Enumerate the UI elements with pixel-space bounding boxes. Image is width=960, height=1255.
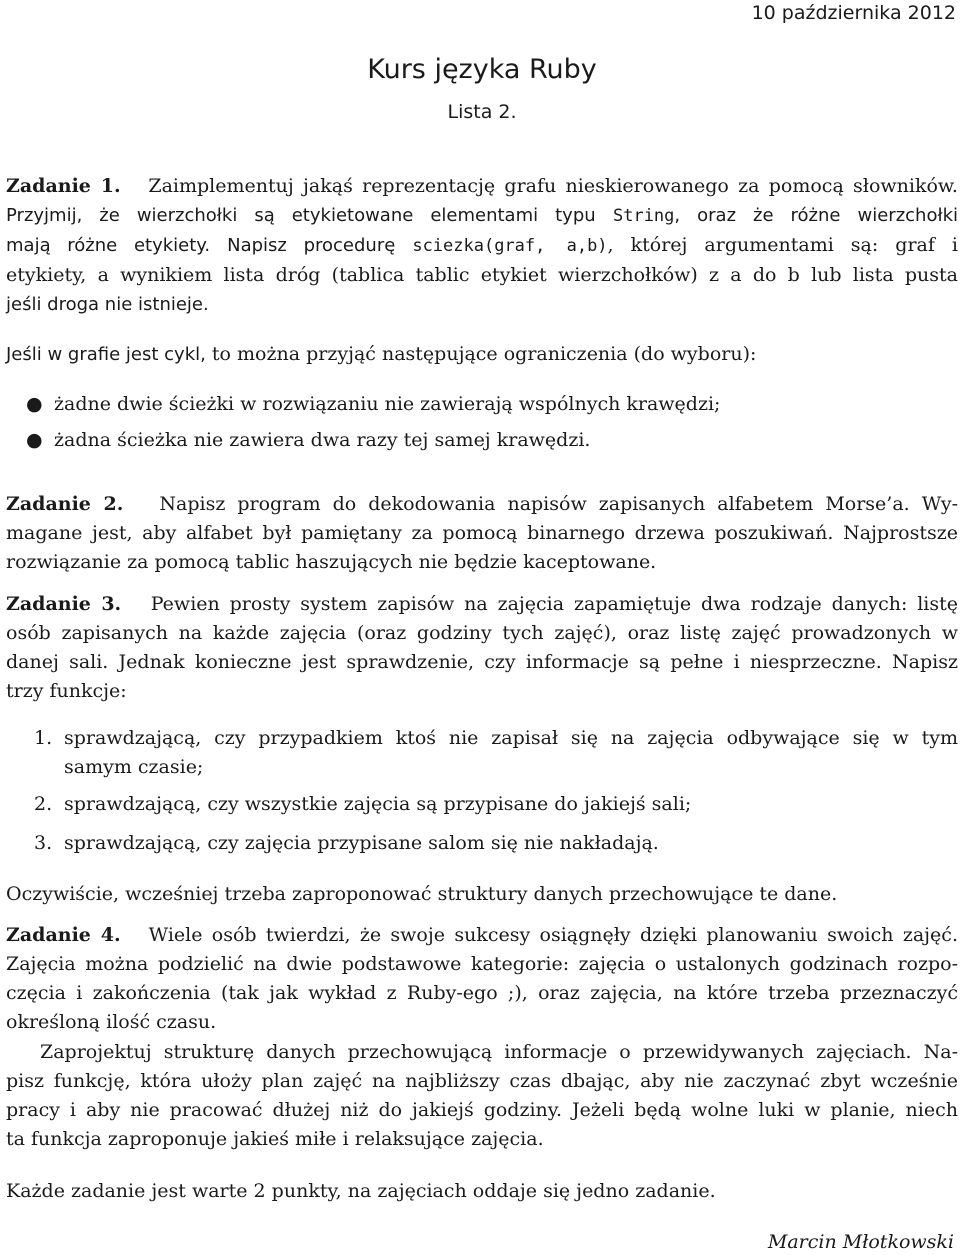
document-title: Kurs języka Ruby (367, 54, 597, 85)
task-3: Zadanie 3. Pewien prosty system zapisów na zajęcia zapamiętuje dwa rodzaje danych: listę osób zapisanych na każde zajęcia (oraz godziny tych zajęć), oraz listę zajęć prowadzonych w danej sali. Jednak konieczne jest sprawdzenie, czy informacje są pełne i niesprzeczne. Napisz trzy funkcje: (6, 593, 958, 702)
bullet-icon: ● (26, 429, 43, 451)
task-4: Zadanie 4. Wiele osób twierdzi, że swoje sukcesy osiągnęły dzięki planowaniu swoich zajęć. Zajęcia można podzielić na dwie podstawowe kategorie: zajęcia o ustalonych godzinach rozpo- częcia i zakończenia (tak jak wykład z Ruby-ego ;), oraz zajęcia, na które trzeba przeznaczyć określoną ilość czasu. (6, 924, 958, 1033)
document-subtitle: Lista 2. (447, 101, 517, 123)
task-1: Zadanie 1. Zaimplementuj jakąś reprezentację grafu nieskierowanego za pomocą słowników. Przyjmij, że wierzchołki są etykietowane elementami typu String, oraz że różne wierzchołki mają różne etykiety. Napisz procedurę sciezka(graf, a,b), której argumentami są: graf i etykiety, a wynikiem lista dróg (tablica tablic etykiet wierzchołków) z a do b lub lista pusta jeśli droga nie istnieje. (6, 175, 959, 315)
bullet-icon: ● (26, 393, 43, 415)
task-2: Zadanie 2. Napisz program do dekodowania napisów zapisanych alfabetem Morse’a. Wy- magane jest, aby alfabet był pamiętany za pomocą binarnego drzewa poszukiwań. Najprostsze rozwiązanie za pomocą tablic haszujących nie będzie kaceptowane. (6, 493, 958, 573)
task-4-label: Zadanie 4. (6, 924, 121, 946)
code-string: String (612, 206, 675, 226)
task-4-paragraph-2: Zaprojektuj strukturę danych przechowującą informacje o przewidywanych zajęciach. Na- pisz funkcję, która ułoży plan zajęć na najbliższy czas dbając, aby nie zaczynać zbyt wcześnie pracy i aby nie pracować dłużej niż do jakiejś godziny. Jeżeli będą wolne luki w planie, niech ta funkcja zaproponuje jakieś miłe i relaksujące zajęcia. (6, 1041, 958, 1150)
task-1-paragraph-2: Jeśli w grafie jest cykl, to można przyjąć następujące ograniczenia (do wyboru): (6, 343, 757, 365)
task-2-label: Zadanie 2. (6, 493, 124, 515)
task-3-label: Zadanie 3. (6, 593, 122, 615)
task-1-label: Zadanie 1. (6, 175, 121, 197)
task-3-closing: Oczywiście, wcześniej trzeba zaproponować struktury danych przechowujące te dane. (6, 883, 838, 905)
footer-note: Każde zadanie jest warte 2 punkty, na zajęciach oddaje się jedno zadanie. (6, 1180, 716, 1202)
signature: Marcin Młotkowski (767, 1231, 954, 1253)
document-date: 10 października 2012 (751, 2, 956, 24)
code-sciezka: sciezka(graf, a,b) (412, 236, 608, 256)
